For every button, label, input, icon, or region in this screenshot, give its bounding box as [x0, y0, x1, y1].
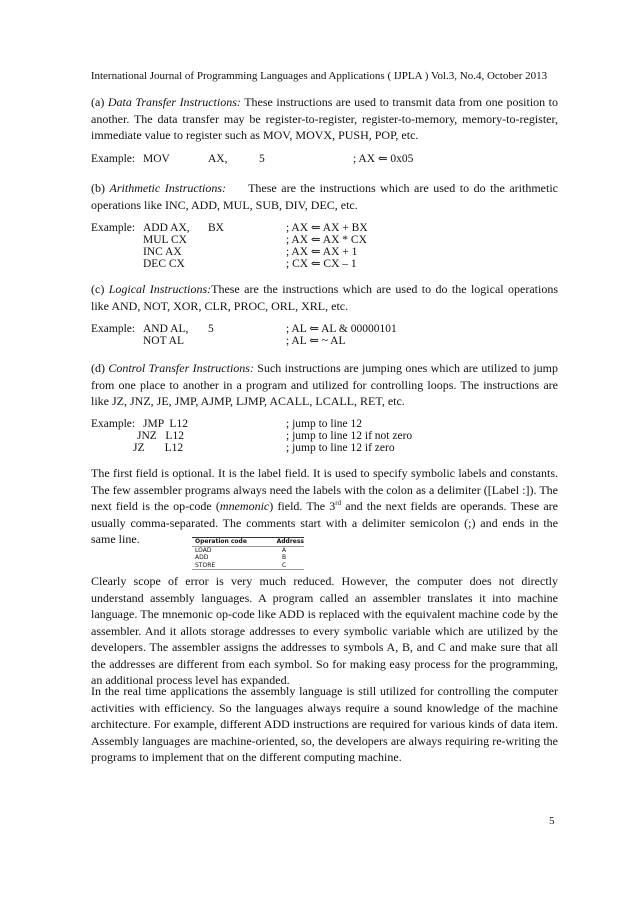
section-prefix: (a)	[91, 95, 108, 109]
example-arg1: AX,	[208, 153, 228, 165]
superscript: rd	[335, 499, 342, 507]
section-arithmetic	[91, 180, 558, 213]
example-comment: ; AX ⇐ AX + BX	[286, 222, 368, 234]
section-data-transfer	[91, 94, 558, 144]
table-cell: B	[282, 554, 287, 561]
section-title: Logical Instructions:	[108, 282, 212, 296]
section-title: Data Transfer Instructions:	[107, 95, 241, 109]
example-comment: ; jump to line 12	[286, 418, 363, 430]
example-instr: JMP L12	[143, 418, 188, 430]
example-comment: ; AX ⇐ 0x05	[353, 153, 414, 165]
example-instr: JNZ L12	[137, 430, 184, 442]
example-arg: BX	[208, 222, 224, 234]
section-body: Such instructions are jumping ones which are utilized to jump from one place to another in a program and utilized for controlling loops. The instructions are like JZ, JNZ, JE, JMP, AJMP, LJMP, ACALL, LCALL, RET, etc.	[91, 361, 558, 408]
journal-header: International Journal of Programming Languages and Applications ( IJPLA ) Vol.3, No.4, October 2013	[90, 70, 548, 82]
table-cell: A	[282, 546, 287, 554]
table-header-row	[192, 538, 304, 546]
paragraph-text: The first field is optional. It is the label field. It is used to specify symbolic labels and constants. The few assembler programs always need the labels with the colon as a delimiter ([Label :]). The next field is the op-code (	[91, 466, 558, 513]
example-label: Example:	[91, 222, 136, 234]
example-instr: AND AL,	[143, 323, 189, 335]
example-instr: ADD AX,	[143, 222, 190, 234]
table-row	[192, 562, 304, 571]
example-comment: ; AX ⇐ AX * CX	[286, 234, 367, 246]
paragraph-text: and the next fields are operands. These are usually comma-separated. The comments start with a delimiter semicolon (;) and ends in the same line.	[91, 499, 558, 546]
paragraph-assembler: Clearly scope of error is very much reduced. However, the computer does not directly understand assembly languages. A program called an assembler translates it into machine language. The mnemonic op-code like ADD is replaced with the equivalent machine code by the assembler. And it allots storage addresses to every symbolic variable which are utilized by the developers. The assembler assigns the addresses to symbols A, B, and C and make sure that all the addresses are different from each symbol. So for making easy process for the programming, an additional process level has expanded.	[91, 574, 558, 687]
example-comment: ; AL ⇐ AL & 00000101	[286, 323, 397, 335]
opcode-table	[192, 537, 304, 570]
example-arg2: 5	[259, 153, 265, 165]
paragraph-fields	[91, 465, 558, 548]
example-comment: ; jump to line 12 if not zero	[286, 430, 413, 442]
section-body: These instructions are used to transmit data from one position to another. The data transfer may be register-to-register, register-to-memory, memory-to-register, immediate value to register such as MOV, MOVX, PUSH, POP, etc.	[91, 95, 558, 142]
section-control-transfer	[91, 360, 558, 410]
section-title: Arithmetic Instructions:	[109, 181, 227, 195]
example-op: MOV	[143, 153, 170, 165]
example-instr: JZ L12	[133, 442, 184, 454]
section-body: These are the instructions which are used to do the logical operations like AND, NOT, XOR, CLR, PROC, ORL, XRL, etc.	[91, 282, 558, 313]
section-prefix: (d)	[91, 361, 109, 375]
paragraph-text: ) field. The 3	[269, 499, 336, 513]
section-prefix: (c)	[91, 282, 109, 296]
table-cell: LOAD	[195, 546, 212, 554]
table-cell: STORE	[195, 561, 216, 569]
page-number: 5	[549, 815, 555, 827]
table-cell: C	[282, 561, 287, 569]
paragraph-emphasis: mnemonic	[219, 499, 270, 513]
table-row	[192, 554, 304, 562]
section-title: Control Transfer Instructions:	[108, 361, 254, 375]
example-arg: 5	[208, 323, 214, 335]
section-logical	[91, 281, 558, 314]
example-comment: ; CX ⇐ CX – 1	[286, 258, 357, 270]
section-prefix: (b)	[91, 181, 110, 195]
example-comment: ; AX ⇐ AX + 1	[286, 246, 358, 258]
example-label: Example:	[91, 153, 136, 165]
example-label: Example:	[91, 418, 136, 430]
example-label: Example:	[91, 323, 136, 335]
table-header: Operation code	[195, 538, 247, 545]
example-instr: NOT AL	[143, 335, 184, 347]
example-instr: MUL CX	[143, 234, 187, 246]
example-instr: DEC CX	[143, 258, 185, 270]
table-header: Address	[276, 538, 304, 545]
section-body: These are the instructions which are used to do the arithmetic operations like INC, ADD, MUL, SUB, DIV, DEC, etc.	[91, 181, 558, 212]
example-comment: ; jump to line 12 if zero	[286, 442, 395, 454]
paragraph-realtime: In the real time applications the assembly language is still utilized for controlling the computer activities with efficiency. So the languages always require a sound knowledge of the machine architecture. For example, different ADD instructions are required for various kinds of data item. Assembly languages are machine-oriented, so, the developers are always requiring re-writing the programs to implement that on the different computing machine.	[91, 684, 558, 764]
example-instr: INC AX	[143, 246, 182, 258]
table-row	[192, 546, 304, 555]
example-comment: ; AL ⇐ ~ AL	[286, 335, 346, 347]
table-cell: ADD	[195, 554, 209, 561]
